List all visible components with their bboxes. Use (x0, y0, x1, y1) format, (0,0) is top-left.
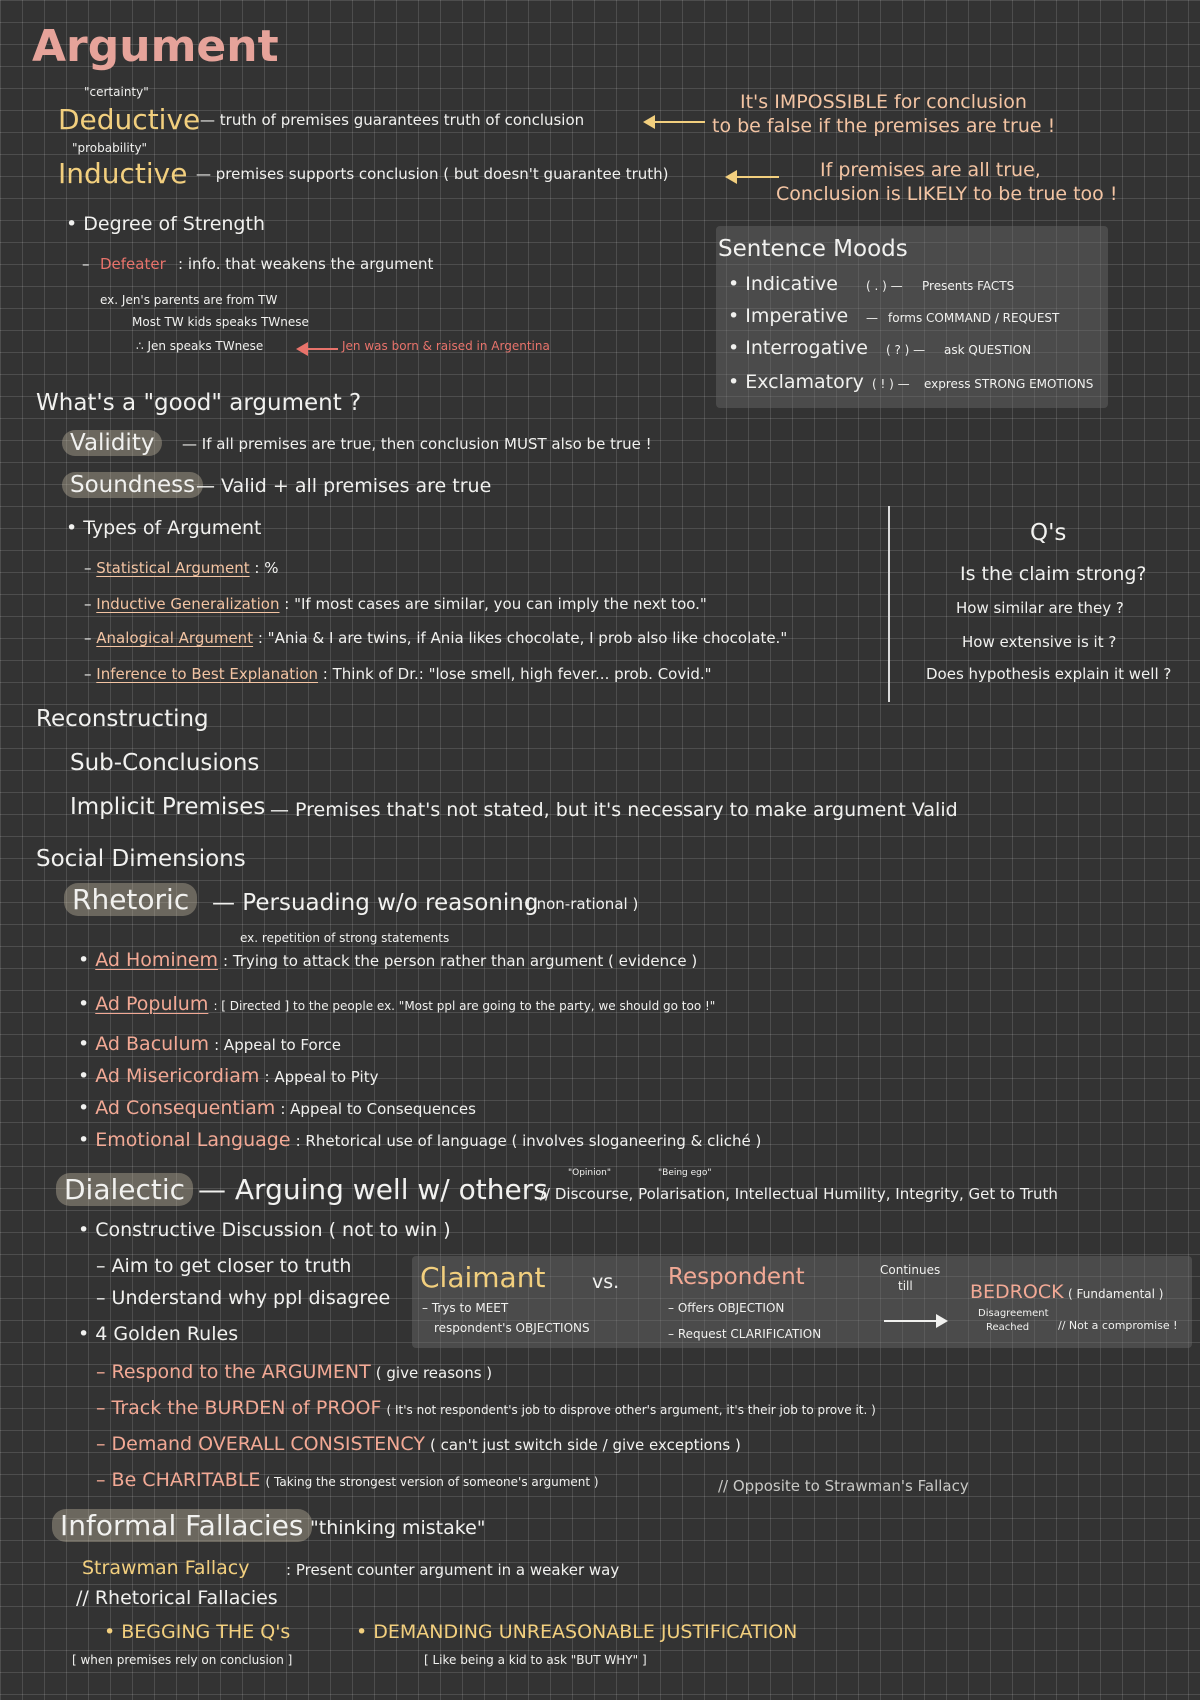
rhetoric-term: Rhetoric (64, 883, 197, 916)
page-title: Argument (32, 21, 279, 72)
mood-imperative-term: • Imperative (728, 305, 849, 327)
type-analogical-term: Analogical Argument (96, 629, 254, 647)
type-analogical: – Analogical Argument : "Ania & I are twins, if Ania likes chocolate, I prob also like chocolate." (84, 629, 788, 647)
mood-indicative-term: • Indicative (728, 273, 838, 295)
mood-interrogative-desc: ask QUESTION (944, 343, 1032, 357)
deductive-note-line2: to be false if the premises are true ! (712, 115, 1056, 137)
begging-question-term: • BEGGING THE Q's (104, 1621, 291, 1643)
fallacy-ad-hominem-desc: : Trying to attack the person rather than argument ( evidence ) (223, 952, 698, 970)
inductive-definition: — premises supports conclusion ( but doesn't guarantee truth) (196, 165, 669, 183)
example-line2: Most TW kids speaks TWnese (132, 315, 309, 329)
fallacy-ad-populum-term: Ad Populum (95, 993, 209, 1015)
dialectic-note: // Discourse, Polarisation, Intellectual Humility, Integrity, Get to Truth (540, 1185, 1058, 1203)
validity-term: Validity (62, 430, 162, 456)
dialectic-definition: — Arguing well w/ others (198, 1173, 548, 1206)
informal-fallacies-tag: "thinking mistake" (310, 1517, 486, 1539)
rule-respond (96, 1362, 492, 1384)
type-statistical-term: Statistical Argument (96, 559, 250, 577)
mood-imperative-mark: — (866, 311, 878, 325)
informal-fallacies-term: Informal Fallacies (52, 1509, 312, 1542)
types-heading: • Types of Argument (66, 517, 262, 539)
respondent-desc-1: – Offers OBJECTION (668, 1301, 785, 1315)
strawman-opposite-note: // Opposite to Strawman's Fallacy (718, 1477, 969, 1495)
demanding-justification-term: • DEMANDING UNREASONABLE JUSTIFICATION (356, 1621, 798, 1643)
demanding-justification-desc: [ Like being a kid to ask "BUT WHY" ] (424, 1653, 647, 1667)
begging-question-desc: [ when premises rely on conclusion ] (72, 1653, 293, 1667)
fallacy-emotional-language-desc: : Rhetorical use of language ( involves sloganeering & cliché ) (295, 1132, 762, 1150)
deductive-definition: — truth of premises guarantees truth of conclusion (200, 111, 585, 129)
fallacy-ad-misericordiam-term: Ad Misericordiam (95, 1065, 260, 1087)
defeater-dash: – (82, 255, 90, 273)
claimant-desc-2: respondent's OBJECTIONS (434, 1321, 590, 1335)
qs-heading: Q's (1030, 520, 1067, 546)
strawman-definition: : Present counter argument in a weaker way (286, 1561, 620, 1579)
rule-burden-desc: ( It's not respondent's job to disprove other's argument, it's their job to prove it. ) (386, 1403, 876, 1417)
claimant-desc-1: – Trys to MEET (422, 1301, 509, 1315)
reconstructing-heading: Reconstructing (36, 706, 209, 732)
constructive-discussion: • Constructive Discussion ( not to win ) (78, 1219, 451, 1241)
claimant-term: Claimant (420, 1261, 546, 1294)
dialectic-tag-opinion: "Opinion" (568, 1168, 611, 1178)
fallacy-ad-baculum-term: Ad Baculum (95, 1033, 210, 1055)
mood-indicative-desc: Presents FACTS (922, 279, 1015, 293)
mood-exclamatory-desc: express STRONG EMOTIONS (924, 377, 1094, 391)
mood-exclamatory-mark: ( ! ) — (872, 377, 910, 391)
compromise-note: // Not a compromise ! (1058, 1319, 1178, 1332)
defeater-definition: : info. that weakens the argument (178, 255, 434, 273)
continues-label: Continues (880, 1263, 941, 1277)
respondent-desc-2: – Request CLARIFICATION (668, 1327, 822, 1341)
type-best-explanation-term: Inference to Best Explanation (96, 665, 319, 683)
qs-item-3: How extensive is it ? (962, 633, 1117, 651)
fallacy-ad-misericordiam: • Ad Misericordiam : Appeal to Pity (78, 1065, 379, 1087)
rule-burden (96, 1398, 876, 1420)
defeater-arrow (298, 348, 338, 350)
validity-definition: — If all premises are true, then conclusion MUST also be true ! (182, 435, 652, 453)
bedrock-note: ( Fundamental ) (1068, 1287, 1164, 1301)
qs-item-2: How similar are they ? (956, 599, 1124, 617)
qs-divider (888, 506, 890, 702)
type-statistical-desc: : % (254, 559, 279, 577)
rule-burden-term: – Track the BURDEN of PROOF (96, 1397, 382, 1419)
reached-label: Reached (986, 1322, 1030, 1333)
rule-charitable-term: – Be CHARITABLE (96, 1469, 261, 1491)
inductive-note-line2: Conclusion is LIKELY to be true too ! (776, 183, 1118, 205)
till-label: till (898, 1279, 913, 1293)
bedrock-term: BEDROCK (970, 1281, 1064, 1303)
mood-indicative-mark: ( . ) — (866, 279, 903, 293)
rhetoric-definition: — Persuading w/o reasoning (212, 890, 539, 916)
type-statistical: – Statistical Argument : % (84, 559, 279, 577)
deductive-note-line1: It's IMPOSSIBLE for conclusion (740, 91, 1027, 113)
mood-interrogative-mark: ( ? ) — (886, 343, 926, 357)
aim-line-2: – Understand why ppl disagree (96, 1287, 391, 1309)
fallacy-ad-consequentiam-term: Ad Consequentiam (95, 1097, 276, 1119)
type-inductive-generalization-term: Inductive Generalization (96, 595, 280, 613)
inductive-arrow (727, 176, 779, 178)
type-analogical-desc: : "Ania & I are twins, if Ania likes chocolate, I prob also like chocolate." (257, 629, 788, 647)
dialectic-tag-being-ego: "Being ego" (658, 1168, 712, 1178)
implicit-premises-term: Implicit Premises (70, 794, 266, 820)
fallacy-ad-baculum: • Ad Baculum : Appeal to Force (78, 1033, 342, 1055)
soundness-term: Soundness (62, 472, 203, 498)
rhetoric-note: ( non-rational ) (526, 895, 639, 913)
example-line1: ex. Jen's parents are from TW (100, 293, 278, 307)
qs-item-1: Is the claim strong? (960, 563, 1147, 585)
inductive-note-line1: If premises are all true, (820, 159, 1041, 181)
mood-interrogative-term: • Interrogative (728, 337, 868, 359)
respondent-term: Respondent (668, 1264, 805, 1290)
type-best-explanation: – Inference to Best Explanation : Think of Dr.: "lose smell, high fever... prob. Covid." (84, 665, 712, 683)
example-line3: ∴ Jen speaks TWnese (136, 339, 264, 353)
rule-respond-desc: ( give reasons ) (375, 1364, 493, 1382)
rule-consistency-desc: ( can't just switch side / give exceptions ) (430, 1436, 741, 1454)
type-best-explanation-desc: : Think of Dr.: "lose smell, high fever... prob. Covid." (322, 665, 712, 683)
type-inductive-generalization: – Inductive Generalization : "If most cases are similar, you can imply the next too." (84, 595, 707, 613)
strength-heading: • Degree of Strength (66, 213, 265, 235)
rule-consistency-term: – Demand OVERALL CONSISTENCY (96, 1433, 425, 1455)
inductive-term: Inductive (58, 157, 188, 190)
versus-label: vs. (592, 1271, 620, 1293)
dialectic-term: Dialectic (56, 1173, 193, 1206)
mood-exclamatory-term: • Exclamatory (728, 371, 864, 393)
deductive-term: Deductive (58, 103, 201, 136)
aim-line-1: – Aim to get closer to truth (96, 1255, 352, 1277)
rhetoric-example: ex. repetition of strong statements (240, 931, 450, 945)
fallacy-ad-consequentiam-desc: : Appeal to Consequences (280, 1100, 476, 1118)
example-defeater: Jen was born & raised in Argentina (342, 339, 550, 353)
inductive-tag: "probability" (72, 141, 148, 155)
disagreement-label: Disagreement (978, 1308, 1049, 1319)
qs-item-4: Does hypothesis explain it well ? (926, 665, 1172, 683)
deductive-tag: "certainty" (84, 85, 149, 99)
rule-charitable-desc: ( Taking the strongest version of someone's argument ) (265, 1475, 599, 1489)
type-inductive-generalization-desc: : "If most cases are similar, you can imply the next too." (284, 595, 707, 613)
golden-rules-heading: • 4 Golden Rules (78, 1323, 239, 1345)
deductive-arrow (645, 121, 705, 123)
rule-respond-term: – Respond to the ARGUMENT (96, 1361, 371, 1383)
fallacy-ad-baculum-desc: : Appeal to Force (214, 1036, 342, 1054)
soundness-definition: — Valid + all premises are true (196, 475, 492, 497)
social-dimensions-heading: Social Dimensions (36, 846, 246, 872)
sentence-moods-heading: Sentence Moods (718, 236, 908, 262)
good-argument-heading: What's a "good" argument ? (36, 390, 362, 416)
rhetorical-fallacies-label: // Rhetorical Fallacies (76, 1587, 278, 1609)
fallacy-emotional-language: • Emotional Language : Rhetorical use of language ( involves sloganeering & cliché ) (78, 1129, 762, 1151)
sub-conclusions: Sub-Conclusions (70, 750, 260, 776)
fallacy-ad-hominem: • Ad Hominem : Trying to attack the person rather than argument ( evidence ) (78, 949, 698, 971)
rule-charitable (96, 1470, 599, 1492)
fallacy-ad-populum-desc: : [ Directed ] to the people ex. "Most ppl are going to the party, we should go too !" (213, 999, 716, 1013)
fallacy-ad-consequentiam: • Ad Consequentiam : Appeal to Consequences (78, 1097, 476, 1119)
defeater-term: Defeater (100, 255, 166, 273)
rule-consistency (96, 1434, 741, 1456)
implicit-premises-definition: — Premises that's not stated, but it's necessary to make argument Valid (270, 799, 958, 821)
fallacy-emotional-language-term: Emotional Language (95, 1129, 291, 1151)
fallacy-ad-misericordiam-desc: : Appeal to Pity (264, 1068, 379, 1086)
fallacy-ad-hominem-term: Ad Hominem (95, 949, 218, 971)
mood-imperative-desc: forms COMMAND / REQUEST (888, 311, 1060, 325)
fallacy-ad-populum: • Ad Populum : [ Directed ] to the people ex. "Most ppl are going to the party, we should go too !" (78, 993, 716, 1015)
continues-arrow (884, 1320, 946, 1322)
strawman-term: Strawman Fallacy (82, 1557, 250, 1579)
